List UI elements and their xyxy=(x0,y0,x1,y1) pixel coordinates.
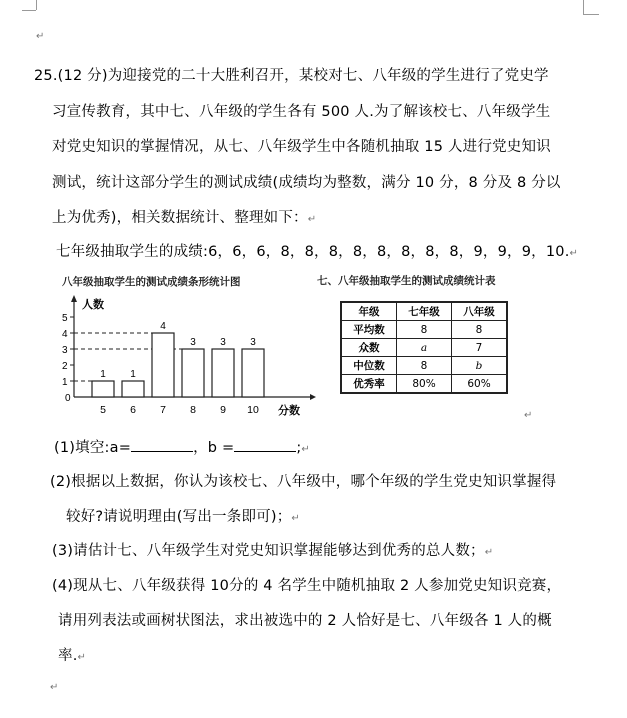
return-mark: ↵ xyxy=(524,410,533,421)
subquestion-1: (1)填空:a= ，b = ;↵ xyxy=(54,440,311,456)
table-cell: 8 xyxy=(397,357,452,375)
question-number: 25.(12 分) xyxy=(34,68,108,84)
table-cell: 80% xyxy=(397,375,452,394)
bar-value-label: 1 xyxy=(130,369,136,380)
subquestion-2-line-2: 较好?请说明理由(写出一条即可)；↵ xyxy=(66,509,301,525)
return-mark: ↵ xyxy=(36,31,45,42)
table-cell: 60% xyxy=(452,375,508,394)
y-axis-arrow xyxy=(71,295,77,302)
y-tick-label: 1 xyxy=(62,377,68,388)
x-axis-label: 分数 xyxy=(278,405,300,417)
bar xyxy=(212,349,234,397)
table-cell: b xyxy=(452,357,508,375)
y-tick-label: 4 xyxy=(62,329,68,340)
y-tick-label: 5 xyxy=(62,313,68,324)
crop-mark-right xyxy=(583,0,584,14)
table-row xyxy=(341,357,507,375)
y-tick-label: 3 xyxy=(62,345,68,356)
subquestion-3: (3)请估计七、八年级学生对党史知识掌握能够达到优秀的总人数；↵ xyxy=(52,543,494,559)
x-tick-label: 7 xyxy=(160,404,166,416)
x-tick-label: 8 xyxy=(190,404,196,416)
subquestion-4-line-3: 率.↵ xyxy=(58,648,87,664)
bar-value-label: 1 xyxy=(100,369,106,380)
grade7-scores: 七年级抽取学生的成绩:6，6，6，8，8，8，8，8，8，8，8，9，9，9，10.↵ xyxy=(56,244,579,260)
table-cell: 8 xyxy=(452,321,508,339)
return-mark: ↵ xyxy=(50,682,59,693)
intro-line-1: 为迎接党的二十大胜利召开，某校对七、八年级的学生进行了党史学 xyxy=(107,68,549,84)
bar xyxy=(122,381,144,397)
bar-value-label: 3 xyxy=(250,337,256,348)
y-tick-label: 2 xyxy=(62,361,68,372)
bar-value-label: 3 xyxy=(190,337,196,348)
bar-value-label: 4 xyxy=(160,321,166,332)
table-header-row xyxy=(341,302,507,321)
crop-mark-left xyxy=(36,0,37,10)
table-row xyxy=(341,321,507,339)
intro-line-2: 习宣传教育，其中七、八年级的学生各有 500 人.为了解该校七、八年级学生 xyxy=(52,104,551,120)
table-row xyxy=(341,375,507,394)
subquestion-4-line-2: 请用列表法或画树状图法，求出被选中的 2 人恰好是七、八年级各 1 人的概 xyxy=(58,613,552,629)
x-tick-label: 6 xyxy=(130,404,136,416)
stats-table xyxy=(340,301,508,394)
x-tick-label: 9 xyxy=(220,404,226,416)
table-header-cell: 七年级 xyxy=(397,302,452,321)
bar xyxy=(92,381,114,397)
intro-line-4: 测试，统计这部分学生的测试成绩(成绩均为整数，满分 10 分，8 分及 8 分以 xyxy=(52,175,561,191)
bar xyxy=(242,349,264,397)
table-cell: 平均数 xyxy=(341,321,397,339)
subquestion-2-line-1: (2)根据以上数据，你认为该校七、八年级中，哪个年级的学生党史知识掌握得 xyxy=(50,474,557,490)
subquestion-4-line-1: (4)现从七、八年级获得 10分的 4 名学生中随机抽取 2 人参加党史知识竞赛， xyxy=(52,578,562,594)
crop-mark-right-h xyxy=(583,14,599,15)
table-title: 七、八年级抽取学生的测试成绩统计表 xyxy=(317,275,496,287)
bar-value-label: 3 xyxy=(220,337,226,348)
table-header-cell: 八年级 xyxy=(452,302,508,321)
table-cell: 优秀率 xyxy=(341,375,397,394)
x-axis-arrow xyxy=(310,394,316,400)
crop-mark-left-h xyxy=(22,10,36,11)
x-tick-label: 10 xyxy=(247,404,259,416)
chart-title: 八年级抽取学生的测试成绩条形统计图 xyxy=(62,276,241,288)
intro-line-5: 上为优秀)，相关数据统计、整理如下：↵ xyxy=(52,210,317,226)
table-cell: 7 xyxy=(452,339,508,357)
table-cell: a xyxy=(397,339,452,357)
intro-line-3: 对党史知识的掌握情况，从七、八年级学生中各随机抽取 15 人进行党史知识 xyxy=(52,139,551,155)
table-cell: 中位数 xyxy=(341,357,397,375)
bar xyxy=(152,333,174,397)
table-header-cell: 年级 xyxy=(341,302,397,321)
bar xyxy=(182,349,204,397)
answer-blank-b[interactable] xyxy=(234,439,296,452)
table-row xyxy=(341,339,507,357)
x-tick-label: 5 xyxy=(100,404,106,416)
y-axis-label: 人数 xyxy=(82,299,104,311)
origin-label: 0 xyxy=(65,393,71,404)
question-line-1 xyxy=(34,64,549,85)
answer-blank-a[interactable] xyxy=(131,439,193,452)
table-cell: 众数 xyxy=(341,339,397,357)
bar-chart xyxy=(50,290,350,440)
table-cell: 8 xyxy=(397,321,452,339)
